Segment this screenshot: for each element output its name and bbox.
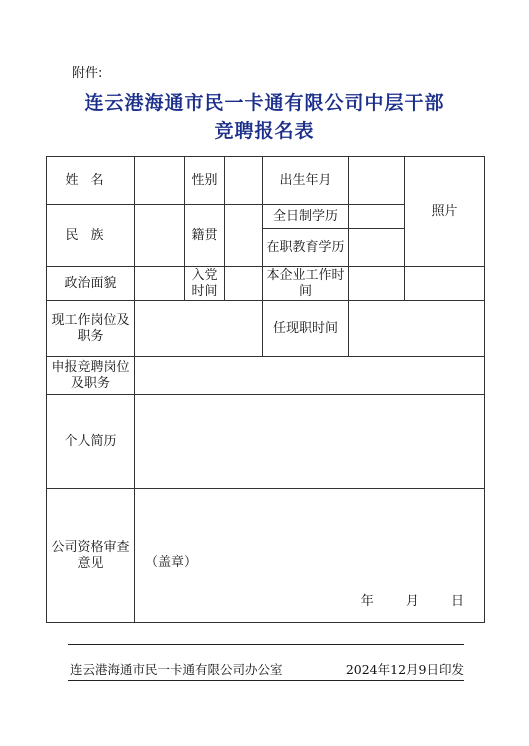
photo-box: 照片 — [405, 157, 485, 267]
ethnicity-label: 民族 — [47, 205, 135, 267]
fulltime-edu-field[interactable] — [349, 205, 405, 229]
birth-label: 出生年月 — [263, 157, 349, 205]
company-work-time-field[interactable] — [349, 267, 405, 301]
political-status-label: 政治面貌 — [47, 267, 135, 301]
seal-text: （盖章） — [145, 555, 198, 570]
political-status-field[interactable] — [135, 267, 185, 301]
footer-rule-top — [68, 644, 464, 645]
footer-date: 2024年12月9日印发 — [345, 662, 464, 677]
review-date: 年 月 日 — [360, 594, 464, 609]
native-place-field[interactable] — [225, 205, 263, 267]
name-label: 姓名 — [47, 157, 135, 205]
inservice-edu-label: 在职教育学历 — [263, 229, 349, 267]
native-place-label: 籍贯 — [185, 205, 225, 267]
birth-field[interactable] — [349, 157, 405, 205]
review-opinion-field[interactable] — [135, 489, 485, 623]
photo-lower-cell — [405, 267, 485, 301]
gender-label: 性别 — [185, 157, 225, 205]
name-field[interactable] — [135, 157, 185, 205]
footer-rule-bottom — [68, 680, 464, 681]
applied-post-label: 申报竞聘岗位及职务 — [47, 357, 135, 395]
footer-org: 连云港海通市民一卡通有限公司办公室 — [70, 662, 283, 677]
inservice-edu-field[interactable] — [349, 229, 405, 267]
applied-post-field[interactable] — [135, 357, 485, 395]
party-join-time-field[interactable] — [225, 267, 263, 301]
current-post-time-label: 任现职时间 — [263, 301, 349, 357]
company-work-time-label: 本企业工作时间 — [263, 267, 349, 301]
current-post-time-field[interactable] — [349, 301, 485, 357]
current-post-field[interactable] — [135, 301, 263, 357]
resume-field[interactable] — [135, 395, 485, 489]
attachment-label: 附件: — [72, 66, 103, 81]
form-title: 连云港海通市民一卡通有限公司中层干部 — [84, 92, 445, 114]
party-join-time-label: 入党时间 — [185, 267, 225, 301]
ethnicity-field[interactable] — [135, 205, 185, 267]
form-subtitle: 竞聘报名表 — [214, 120, 315, 142]
resume-label: 个人简历 — [47, 395, 135, 489]
fulltime-edu-label: 全日制学历 — [263, 205, 349, 229]
review-opinion-label: 公司资格审查意见 — [47, 489, 135, 623]
gender-field[interactable] — [225, 157, 263, 205]
registration-form-table — [46, 156, 485, 623]
current-post-label: 现工作岗位及职务 — [47, 301, 135, 357]
